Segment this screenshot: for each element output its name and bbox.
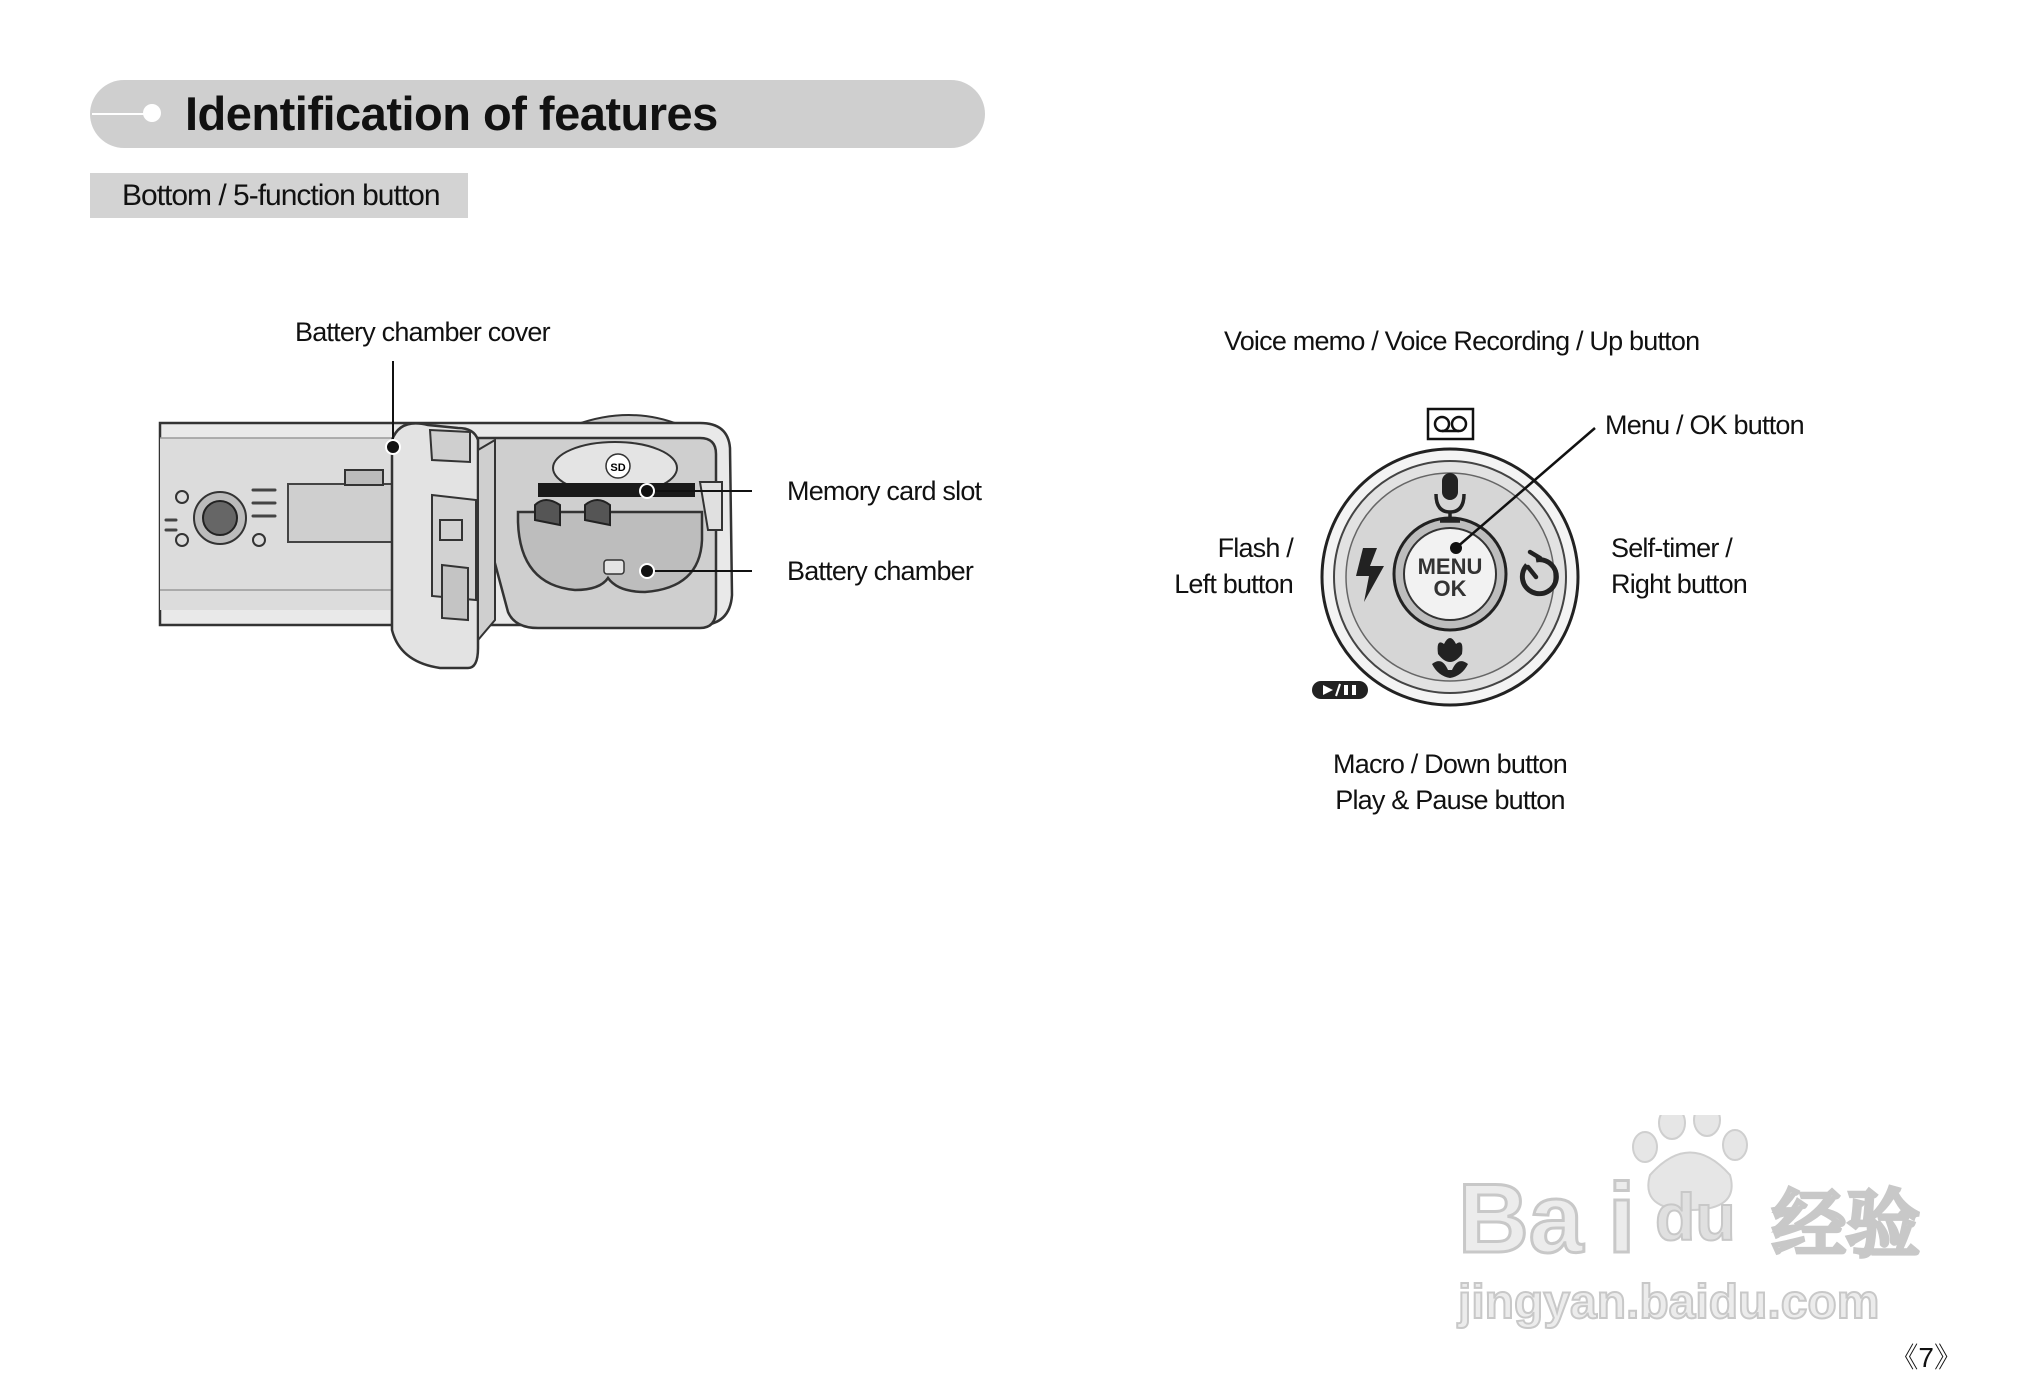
right-button-label-line2: Right button: [1611, 569, 1747, 599]
memory-card-slot-label: Memory card slot: [787, 476, 982, 506]
left-button-label-line1: Flash /: [1217, 533, 1293, 563]
down-button-label-line1: Macro / Down button: [1333, 749, 1567, 779]
menu-ok-button-label: Menu / OK button: [1605, 410, 1804, 440]
voice-memo-icon: [1428, 409, 1473, 439]
battery-chamber-cover-label: Battery chamber cover: [295, 317, 550, 347]
baidu-watermark-logo: [1455, 1115, 1935, 1330]
down-button-label-line2: Play & Pause button: [1335, 785, 1565, 815]
sd-marker-text: SD: [610, 462, 626, 474]
svg-text:Ba: Ba: [1458, 1163, 1584, 1273]
page-title: Identification of features: [185, 87, 718, 140]
left-button-label-line2: Left button: [1174, 569, 1293, 599]
menu-ok-text-line1: MENU: [1417, 554, 1483, 579]
svg-text:经验: 经验: [1772, 1182, 1920, 1268]
svg-text:jingyan.baidu.com: jingyan.baidu.com: [1458, 1276, 1880, 1329]
svg-text:du: du: [1655, 1180, 1736, 1254]
svg-text:i: i: [1608, 1163, 1636, 1273]
battery-chamber-label: Battery chamber: [787, 556, 974, 586]
title-bar-line: [92, 113, 150, 115]
title-bar-dot: [143, 104, 161, 122]
five-function-button-illustration: [1300, 395, 1630, 715]
menu-ok-text-line2: OK: [1433, 576, 1467, 601]
page-number: 《7》: [1890, 1342, 1962, 1373]
camera-bottom-illustration: [150, 355, 760, 675]
play-pause-icon: [1312, 681, 1368, 699]
section-title: Bottom / 5-function button: [122, 179, 440, 212]
right-button-label-line1: Self-timer /: [1611, 533, 1732, 563]
up-button-label: Voice memo / Voice Recording / Up button: [1224, 326, 1700, 356]
